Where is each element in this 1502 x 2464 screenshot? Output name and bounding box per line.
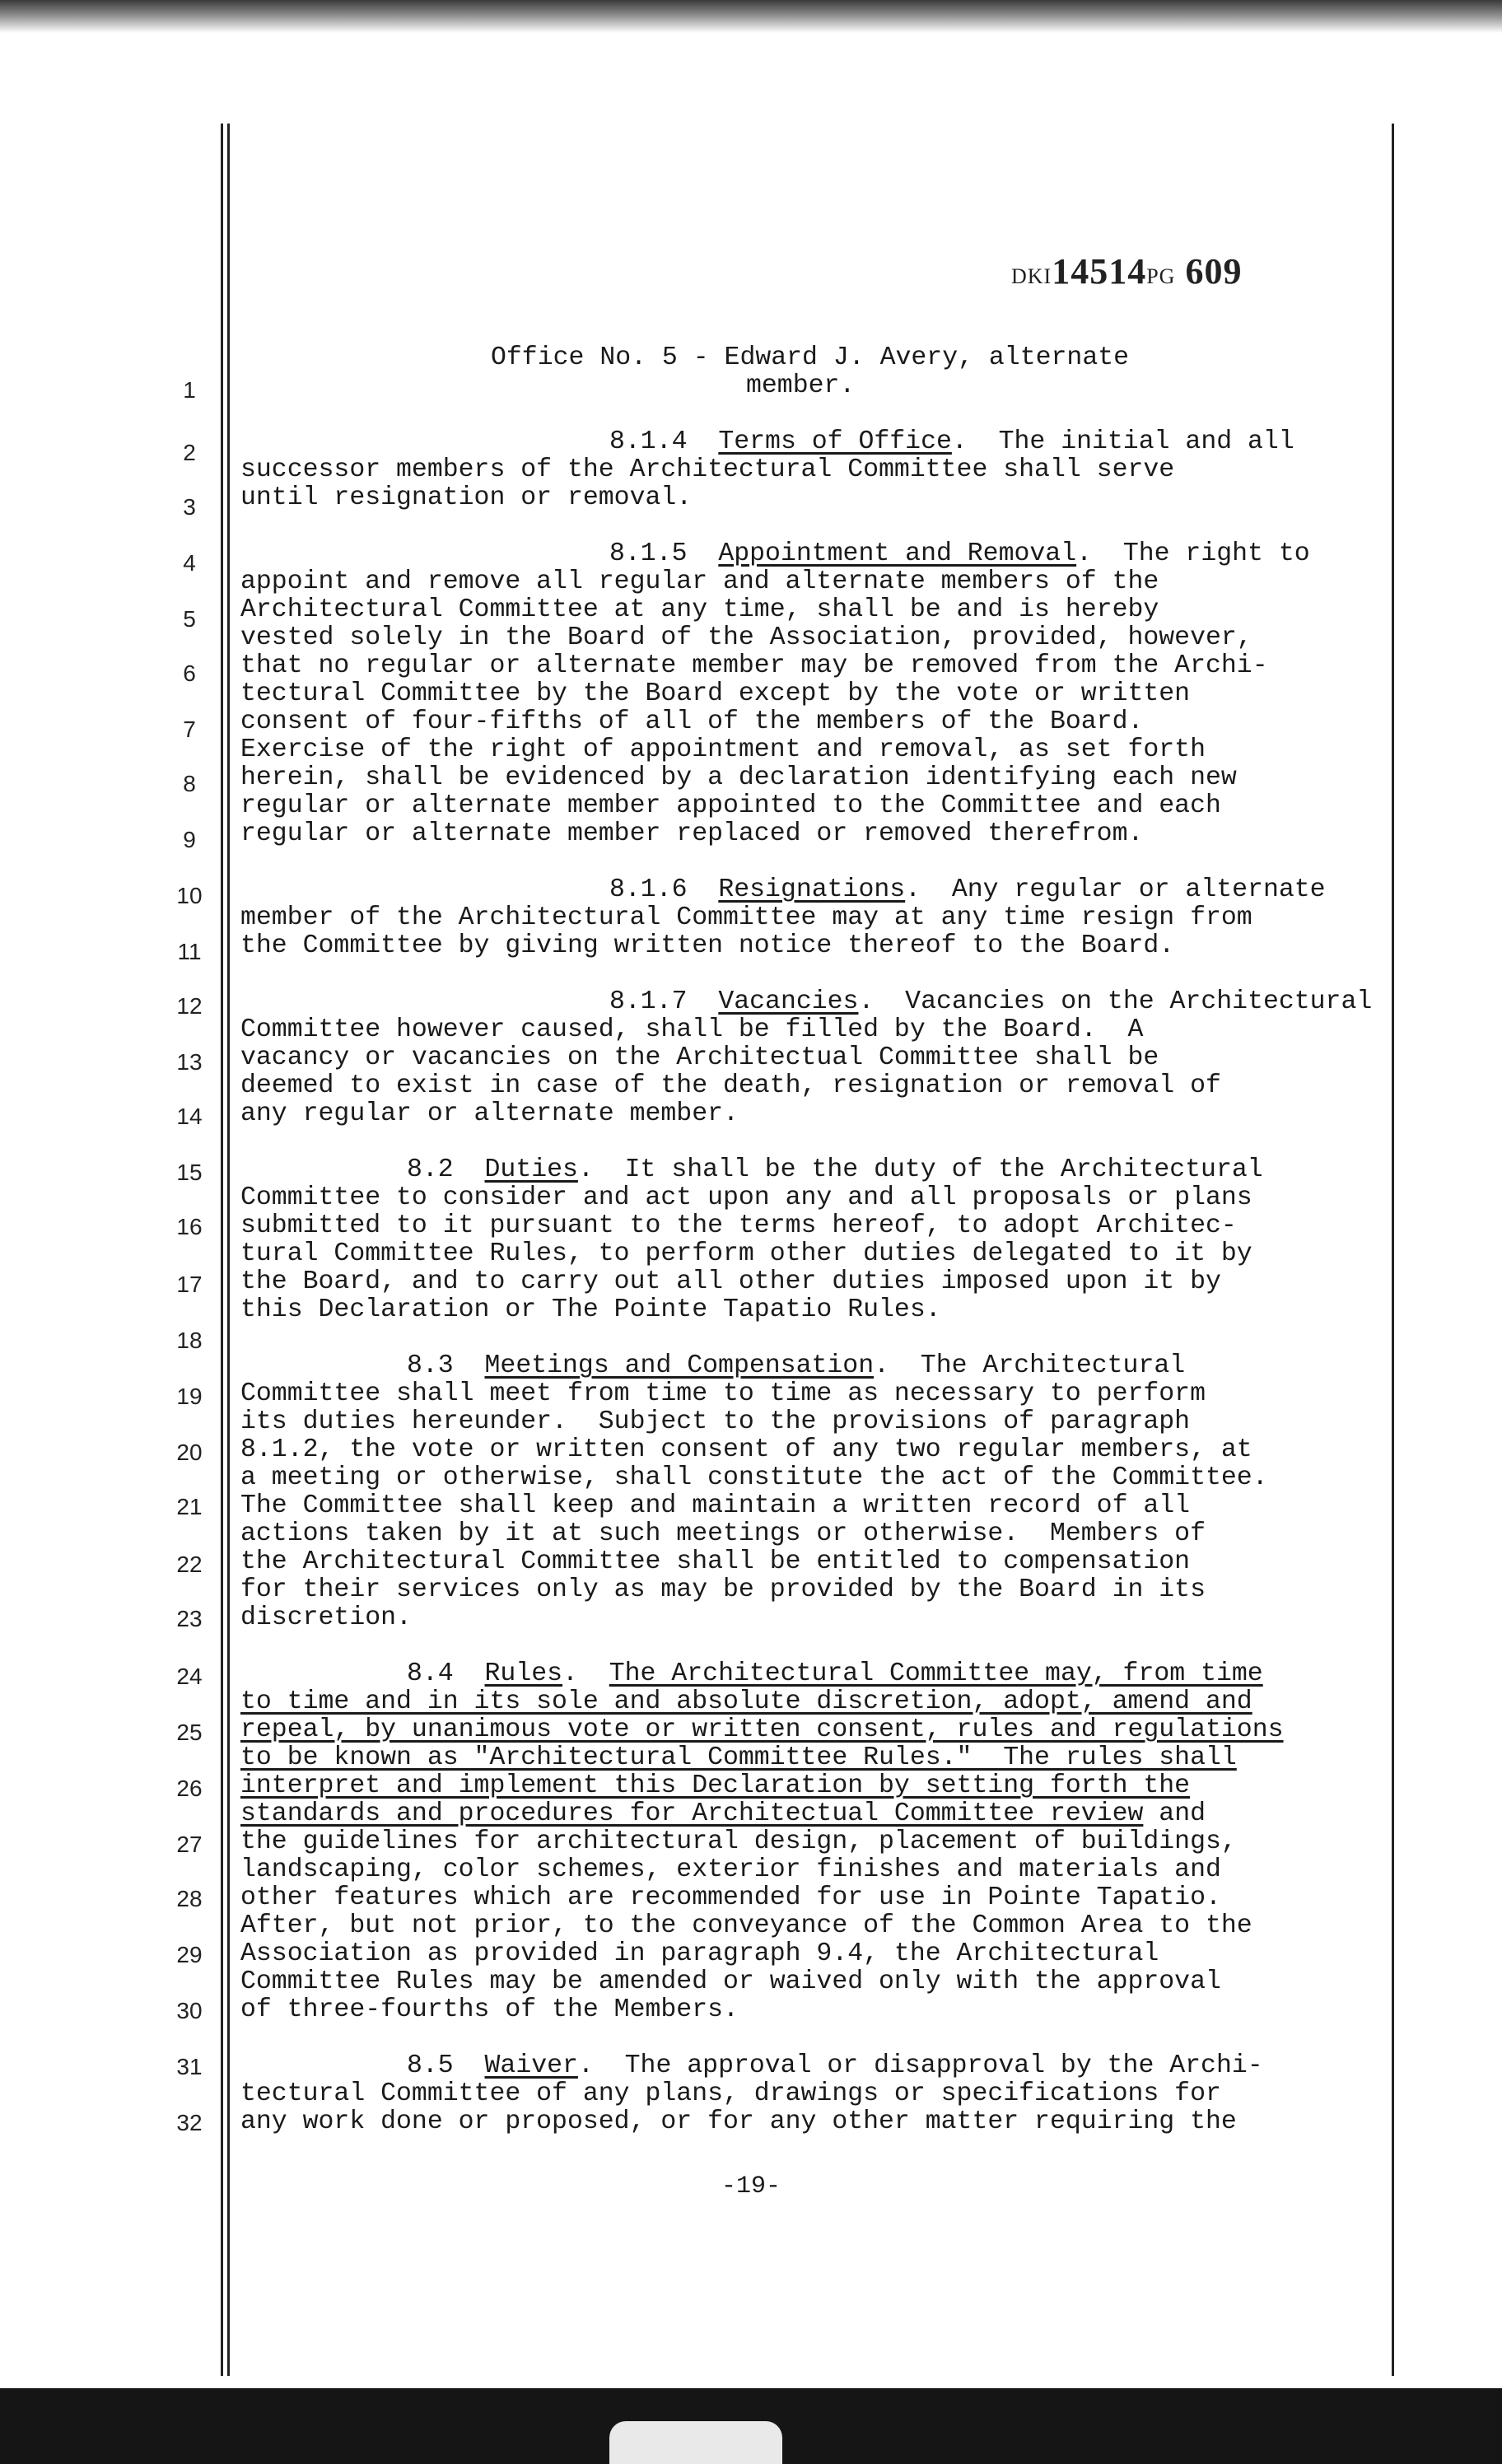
text-run: . Vacancies on the Architectural: [858, 987, 1373, 1016]
line-number: 11: [177, 939, 202, 964]
text-run: Committee shall meet from time to time as necessary to perform: [240, 1379, 1206, 1408]
line-number: 16: [176, 1214, 203, 1239]
scan-edge-bottom: [0, 2388, 1502, 2464]
text-run: Committee to consider and act upon any and all proposals or plans: [240, 1183, 1252, 1212]
text-run: and: [1143, 1799, 1206, 1828]
text-line: [240, 932, 1174, 960]
line-number: 28: [176, 1886, 203, 1911]
text-line: [240, 1296, 941, 1324]
text-line: [609, 540, 1310, 568]
text-run: 8.1.5: [609, 539, 719, 568]
text-line: [240, 764, 1237, 792]
underlined-text: Appointment and Removal: [718, 539, 1077, 568]
text-line: [240, 1492, 1190, 1520]
line-number: 8: [183, 771, 196, 796]
text-run: regular or alternate member appointed to the Committee and each: [240, 791, 1221, 820]
left-margin-rule-outer: [221, 124, 223, 2376]
text-line: [240, 1576, 1206, 1604]
left-margin-rule-inner: [227, 124, 230, 2376]
line-number: 3: [183, 494, 196, 520]
text-run: 8.1.6: [609, 875, 719, 904]
text-run: vested solely in the Board of the Association, provided, however,: [240, 623, 1252, 652]
text-line: [240, 2080, 1221, 2108]
text-line: [240, 652, 1268, 680]
stamp-prefix: DKI: [1011, 264, 1052, 288]
text-run: the Architectural Committee shall be entitled to compensation: [240, 1547, 1191, 1576]
underlined-text: The Architectural Committee may, from time: [609, 1659, 1263, 1688]
text-line: [240, 680, 1190, 708]
text-run: The Committee shall keep and maintain a written record of all: [240, 1491, 1191, 1520]
text-line: [240, 1744, 1237, 1772]
text-run: Architectural Committee at any time, shall be and is hereby: [240, 595, 1159, 624]
text-line: [240, 484, 692, 512]
text-line: [240, 820, 1143, 848]
text-run: for their services only as may be provided by the Board in its: [240, 1575, 1206, 1604]
text-line: [240, 1240, 1252, 1268]
line-number: 25: [176, 1720, 203, 1745]
line-number: 27: [176, 1832, 203, 1857]
line-number: 1: [183, 377, 196, 403]
text-line: [407, 1352, 1185, 1380]
underlined-text: Resignations: [718, 875, 906, 904]
line-number: 9: [183, 827, 196, 852]
text-line: [407, 1660, 1263, 1688]
text-run: vacancy or vacancies on the Architectual Committee shall be: [240, 1043, 1159, 1072]
text-line: [240, 596, 1159, 624]
text-line: [240, 2108, 1237, 2136]
text-line: [240, 1604, 412, 1632]
text-run: 8.3: [407, 1351, 485, 1380]
text-run: tectural Committee by the Board except by the vote or written: [240, 679, 1191, 708]
stamp-page: 609: [1185, 251, 1243, 292]
line-number: 22: [176, 1552, 203, 1577]
text-line: [609, 988, 1372, 1016]
text-run: Exercise of the right of appointment and removal, as set forth: [240, 735, 1206, 764]
text-run: tectural Committee of any plans, drawings or specifications for: [240, 2079, 1221, 2108]
text-run: . Any regular or alternate: [905, 875, 1326, 904]
line-number: 17: [176, 1272, 203, 1297]
line-number: 6: [183, 660, 196, 686]
underlined-text: standards and procedures for Architectual Committee review: [240, 1799, 1144, 1828]
text-line: [240, 708, 1143, 736]
text-line: [240, 1212, 1237, 1240]
text-run: of three-fourths of the Members.: [240, 1995, 739, 2024]
underlined-text: Vacancies: [718, 987, 859, 1016]
text-line: [240, 1772, 1190, 1800]
line-number: 26: [176, 1776, 203, 1801]
scan-edge-top: [0, 0, 1502, 33]
line-number: 5: [183, 606, 196, 632]
line-number: 31: [176, 2054, 203, 2079]
text-run: until resignation or removal.: [240, 483, 693, 512]
line-number: 23: [176, 1606, 203, 1631]
text-run: member of the Architectural Committee may at any time resign from: [240, 903, 1252, 932]
text-line: [746, 372, 855, 400]
text-line: [240, 1436, 1252, 1464]
text-line: [240, 1996, 739, 2024]
text-run: any work done or proposed, or for any other matter requiring the: [240, 2107, 1237, 2136]
text-run: 8.1.2, the vote or written consent of any two regular members, at: [240, 1435, 1252, 1464]
text-line: [240, 1016, 1143, 1044]
text-run: actions taken by it at such meetings or otherwise. Members of: [240, 1519, 1206, 1548]
text-run: that no regular or alternate member may be removed from the Archi-: [240, 651, 1268, 680]
text-line: [240, 1688, 1252, 1716]
text-run: its duties hereunder. Subject to the provisions of paragraph: [240, 1407, 1191, 1436]
text-line: [240, 1072, 1221, 1100]
text-run: landscaping, color schemes, exterior finishes and materials and: [240, 1855, 1221, 1884]
text-run: Association as provided in paragraph 9.4, the Architectural: [240, 1939, 1159, 1968]
line-number: 24: [176, 1664, 203, 1689]
underlined-text: to time and in its sole and absolute discretion, adopt, amend and: [240, 1687, 1252, 1716]
text-run: discretion.: [240, 1603, 412, 1632]
text-run: . The Architectural: [874, 1351, 1186, 1380]
text-run: tural Committee Rules, to perform other duties delegated to it by: [240, 1239, 1252, 1268]
text-line: [240, 792, 1221, 820]
text-line: [240, 1268, 1221, 1296]
line-number: 18: [176, 1328, 203, 1353]
stamp-book: 14514: [1052, 251, 1147, 292]
line-number: 19: [176, 1384, 203, 1409]
text-line: [240, 1548, 1190, 1576]
text-run: regular or alternate member replaced or removed therefrom.: [240, 819, 1144, 848]
text-run: the Committee by giving written notice thereof to the Board.: [240, 931, 1175, 960]
line-number: 29: [176, 1942, 203, 1967]
underlined-text: Waiver: [484, 2051, 578, 2080]
text-run: 8.5: [407, 2051, 485, 2080]
text-line: [240, 1884, 1221, 1912]
text-run: this Declaration or The Pointe Tapatio Rules.: [240, 1295, 941, 1324]
text-run: a meeting or otherwise, shall constitute the act of the Committee.: [240, 1463, 1268, 1492]
text-line: [240, 1184, 1252, 1212]
text-line: [240, 568, 1159, 596]
text-line: [240, 1044, 1159, 1072]
recording-stamp: [1011, 250, 1242, 292]
scan-smudge: [609, 2421, 782, 2464]
line-number: 30: [176, 1998, 203, 2023]
text-run: 8.1.4: [609, 427, 719, 456]
line-number: 14: [176, 1104, 203, 1129]
text-line: [609, 428, 1294, 456]
text-run: . The initial and all: [951, 427, 1294, 456]
text-line: [240, 624, 1252, 652]
text-run: submitted to it pursuant to the terms hereof, to adopt Architec-: [240, 1211, 1237, 1240]
text-line: [407, 1156, 1263, 1184]
text-line: [491, 344, 1129, 372]
text-run: any regular or alternate member.: [240, 1099, 739, 1128]
line-number: 10: [176, 883, 203, 908]
text-line: [240, 1464, 1268, 1492]
text-line: [240, 1100, 739, 1128]
text-line: [240, 904, 1252, 932]
text-run: the Board, and to carry out all other duties imposed upon it by: [240, 1267, 1221, 1296]
line-number: 7: [183, 716, 196, 742]
text-run: Office No. 5 - Edward J. Avery, alternate: [491, 343, 1130, 372]
text-line: [240, 1380, 1206, 1408]
underlined-text: Rules: [484, 1659, 563, 1688]
text-run: other features which are recommended for use in Pointe Tapatio.: [240, 1883, 1221, 1912]
text-run: Committee Rules may be amended or waived only with the approval: [240, 1967, 1221, 1996]
underlined-text: interpret and implement this Declaration by setting forth the: [240, 1771, 1191, 1800]
text-run: the guidelines for architectural design, placement of buildings,: [240, 1827, 1237, 1856]
text-run: herein, shall be evidenced by a declaration identifying each new: [240, 763, 1237, 792]
right-margin-rule: [1392, 124, 1394, 2376]
text-line: [240, 736, 1206, 764]
line-number: 15: [176, 1160, 203, 1185]
text-line: [240, 1856, 1221, 1884]
text-line: [240, 1912, 1252, 1940]
text-line: [240, 1968, 1221, 1996]
text-line: [240, 1800, 1206, 1828]
text-line: [407, 2052, 1263, 2080]
line-number: 21: [176, 1494, 203, 1519]
text-line: [240, 456, 1174, 484]
text-line: [240, 1828, 1237, 1856]
text-run: consent of four-fifths of all of the members of the Board.: [240, 707, 1144, 736]
text-run: . The right to: [1076, 539, 1310, 568]
underlined-text: Terms of Office: [718, 427, 952, 456]
text-line: [609, 876, 1326, 904]
line-number: 4: [183, 550, 196, 576]
text-run: successor members of the Architectural Committee shall serve: [240, 455, 1175, 484]
text-run: . It shall be the duty of the Architectural: [577, 1155, 1263, 1184]
text-line: [240, 1940, 1159, 1968]
line-number: 2: [183, 440, 196, 465]
text-run: After, but not prior, to the conveyance of the Common Area to the: [240, 1911, 1252, 1940]
line-number: 13: [176, 1049, 203, 1075]
text-line: [240, 1520, 1206, 1548]
underlined-text: to be known as "Architectural Committee Rules." The rules shall: [240, 1743, 1237, 1772]
text-line: [240, 1408, 1190, 1436]
underlined-text: Meetings and Compensation: [484, 1351, 875, 1380]
line-number: 20: [176, 1440, 203, 1465]
text-run: member.: [746, 371, 856, 400]
text-run: 8.4: [407, 1659, 485, 1688]
text-run: .: [562, 1659, 609, 1688]
text-run: 8.1.7: [609, 987, 719, 1016]
underlined-text: repeal, by unanimous vote or written consent, rules and regulations: [240, 1715, 1284, 1744]
line-number: 12: [176, 993, 203, 1019]
text-run: Committee however caused, shall be filled by the Board. A: [240, 1015, 1144, 1044]
text-line: [240, 1716, 1284, 1744]
text-run: deemed to exist in case of the death, resignation or removal of: [240, 1071, 1221, 1100]
line-number: 32: [176, 2110, 203, 2135]
text-run: appoint and remove all regular and alternate members of the: [240, 567, 1159, 596]
text-run: . The approval or disapproval by the Archi-: [577, 2051, 1263, 2080]
text-run: 8.2: [407, 1155, 485, 1184]
stamp-pg: PG: [1146, 264, 1176, 288]
page-number: -19-: [721, 2172, 781, 2200]
underlined-text: Duties: [484, 1155, 578, 1184]
